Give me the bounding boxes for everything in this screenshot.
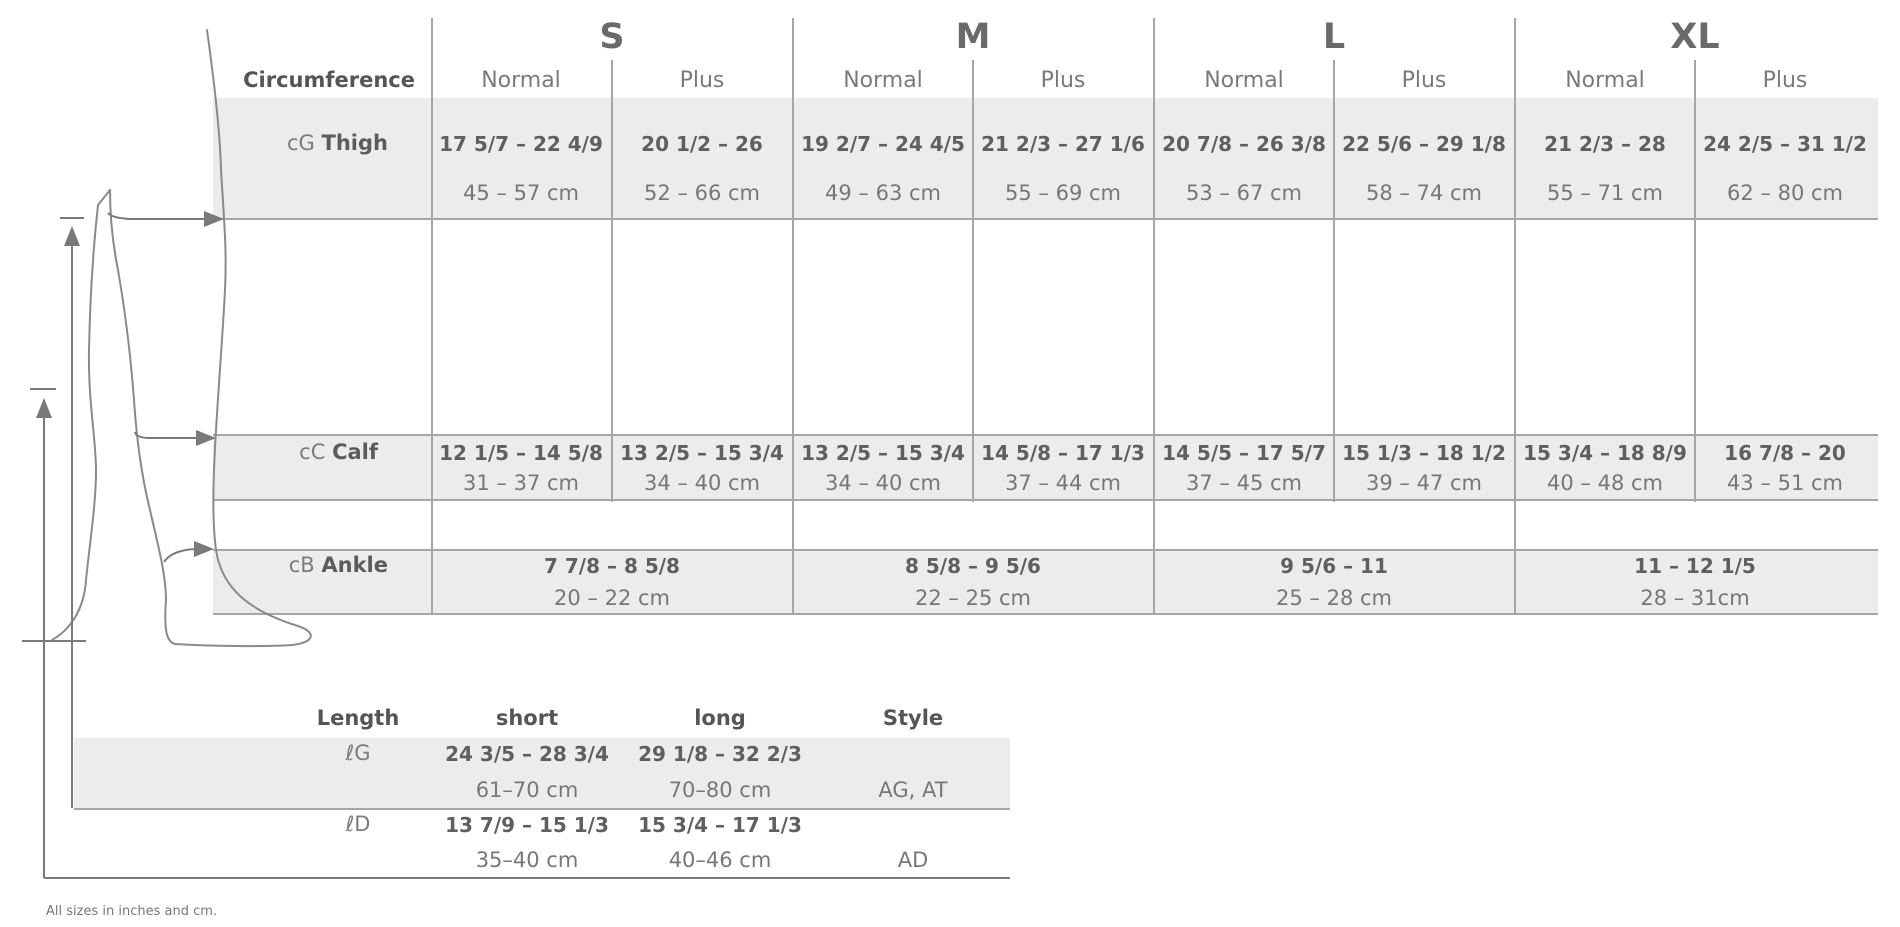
ankle-cm-cell: 25 – 28 cm <box>1276 586 1392 610</box>
ankle-inch-cell: 7 7/8 – 8 5/8 <box>544 554 680 578</box>
ankle-inch-cell: 11 – 12 1/5 <box>1634 554 1756 578</box>
size-xl-header: XL <box>1670 17 1720 57</box>
ld-label: ℓD <box>345 812 371 836</box>
subcol-header: Plus <box>1040 68 1086 93</box>
subcol-header: Normal <box>1565 68 1645 93</box>
ankle-inch-cell: 9 5/6 – 11 <box>1280 554 1388 578</box>
leg-outline-back <box>110 30 311 646</box>
lg-long-in: 29 1/8 – 32 2/3 <box>638 742 802 766</box>
calf-inch-cell: 13 2/5 – 15 3/4 <box>620 441 784 465</box>
calf-cm-cell: 37 – 45 cm <box>1186 471 1302 495</box>
calf-label: cC Calf <box>299 440 378 464</box>
subcol-header: Plus <box>679 68 725 93</box>
subcol-header: Normal <box>1204 68 1284 93</box>
calf-inch-cell: 13 2/5 – 15 3/4 <box>801 441 965 465</box>
thigh-cm-cell: 62 – 80 cm <box>1727 181 1843 205</box>
ankle-label: cB Ankle <box>288 553 388 577</box>
calf-cm-cell: 43 – 51 cm <box>1727 471 1843 495</box>
lg-style: AG, AT <box>878 778 948 802</box>
thigh-cm-cell: 52 – 66 cm <box>644 181 760 205</box>
ankle-inch-cell: 8 5/8 – 9 5/6 <box>905 554 1041 578</box>
lg-long-cm: 70–80 cm <box>668 778 772 802</box>
ankle-cm-cell: 28 – 31cm <box>1640 586 1750 610</box>
calf-inch-cell: 14 5/5 – 17 5/7 <box>1162 441 1326 465</box>
size-m-header: M <box>955 17 991 57</box>
thigh-inch-cell: 20 7/8 – 26 3/8 <box>1162 132 1326 156</box>
ld-style: AD <box>897 848 929 872</box>
calf-cm-cell: 34 – 40 cm <box>644 471 760 495</box>
long-header: long <box>694 706 746 730</box>
leg-outline-front <box>52 190 110 640</box>
thigh-inch-cell: 20 1/2 – 26 <box>641 132 763 156</box>
thigh-inch-cell: 21 2/3 – 27 1/6 <box>981 132 1145 156</box>
thigh-cm-cell: 53 – 67 cm <box>1186 181 1302 205</box>
short-header: short <box>495 706 559 730</box>
size-s-header: S <box>599 17 625 57</box>
thigh-cm-cell: 55 – 69 cm <box>1005 181 1121 205</box>
style-header: Style <box>882 706 944 730</box>
size-l-header: L <box>1322 17 1346 57</box>
thigh-inch-cell: 24 2/5 – 31 1/2 <box>1703 132 1867 156</box>
thigh-cm-cell: 55 – 71 cm <box>1547 181 1663 205</box>
thigh-cm-cell: 49 – 63 cm <box>825 181 941 205</box>
lg-short-cm: 61–70 cm <box>475 778 579 802</box>
ankle-arrow <box>164 549 212 562</box>
thigh-inch-cell: 21 2/3 – 28 <box>1544 132 1666 156</box>
thigh-inch-cell: 17 5/7 – 22 4/9 <box>439 132 603 156</box>
calf-arrow <box>135 432 214 438</box>
calf-cm-cell: 37 – 44 cm <box>1005 471 1121 495</box>
lg-label: ℓG <box>345 741 371 765</box>
subcol-header: Plus <box>1762 68 1808 93</box>
calf-inch-cell: 16 7/8 – 20 <box>1724 441 1846 465</box>
calf-inch-cell: 12 1/5 – 14 5/8 <box>439 441 603 465</box>
ld-short-cm: 35–40 cm <box>475 848 579 872</box>
footnote: All sizes in inches and cm. <box>46 904 218 919</box>
thigh-inch-cell: 19 2/7 – 24 4/5 <box>801 132 965 156</box>
ld-long-cm: 40–46 cm <box>668 848 772 872</box>
subcol-header: Normal <box>843 68 923 93</box>
ankle-cm-cell: 20 – 22 cm <box>554 586 670 610</box>
thigh-inch-cell: 22 5/6 – 29 1/8 <box>1342 132 1506 156</box>
subcol-header: Plus <box>1401 68 1447 93</box>
calf-inch-cell: 14 5/8 – 17 1/3 <box>981 441 1145 465</box>
calf-cm-cell: 39 – 47 cm <box>1366 471 1482 495</box>
thigh-label: cG Thigh <box>287 131 388 155</box>
thigh-arrow <box>108 213 222 219</box>
calf-cm-cell: 40 – 48 cm <box>1547 471 1663 495</box>
ld-short-in: 13 7/9 – 15 1/3 <box>445 813 609 837</box>
ankle-cm-cell: 22 – 25 cm <box>915 586 1031 610</box>
ld-long-in: 15 3/4 – 17 1/3 <box>638 813 802 837</box>
calf-inch-cell: 15 1/3 – 18 1/2 <box>1342 441 1506 465</box>
lg-short-in: 24 3/5 – 28 3/4 <box>445 742 609 766</box>
thigh-cm-cell: 58 – 74 cm <box>1366 181 1482 205</box>
calf-cm-cell: 34 – 40 cm <box>825 471 941 495</box>
subcol-header: Normal <box>481 68 561 93</box>
circumference-header: Circumference <box>243 68 415 92</box>
length-header: Length <box>316 706 400 730</box>
calf-inch-cell: 15 3/4 – 18 8/9 <box>1523 441 1687 465</box>
thigh-cm-cell: 45 – 57 cm <box>463 181 579 205</box>
calf-cm-cell: 31 – 37 cm <box>463 471 579 495</box>
